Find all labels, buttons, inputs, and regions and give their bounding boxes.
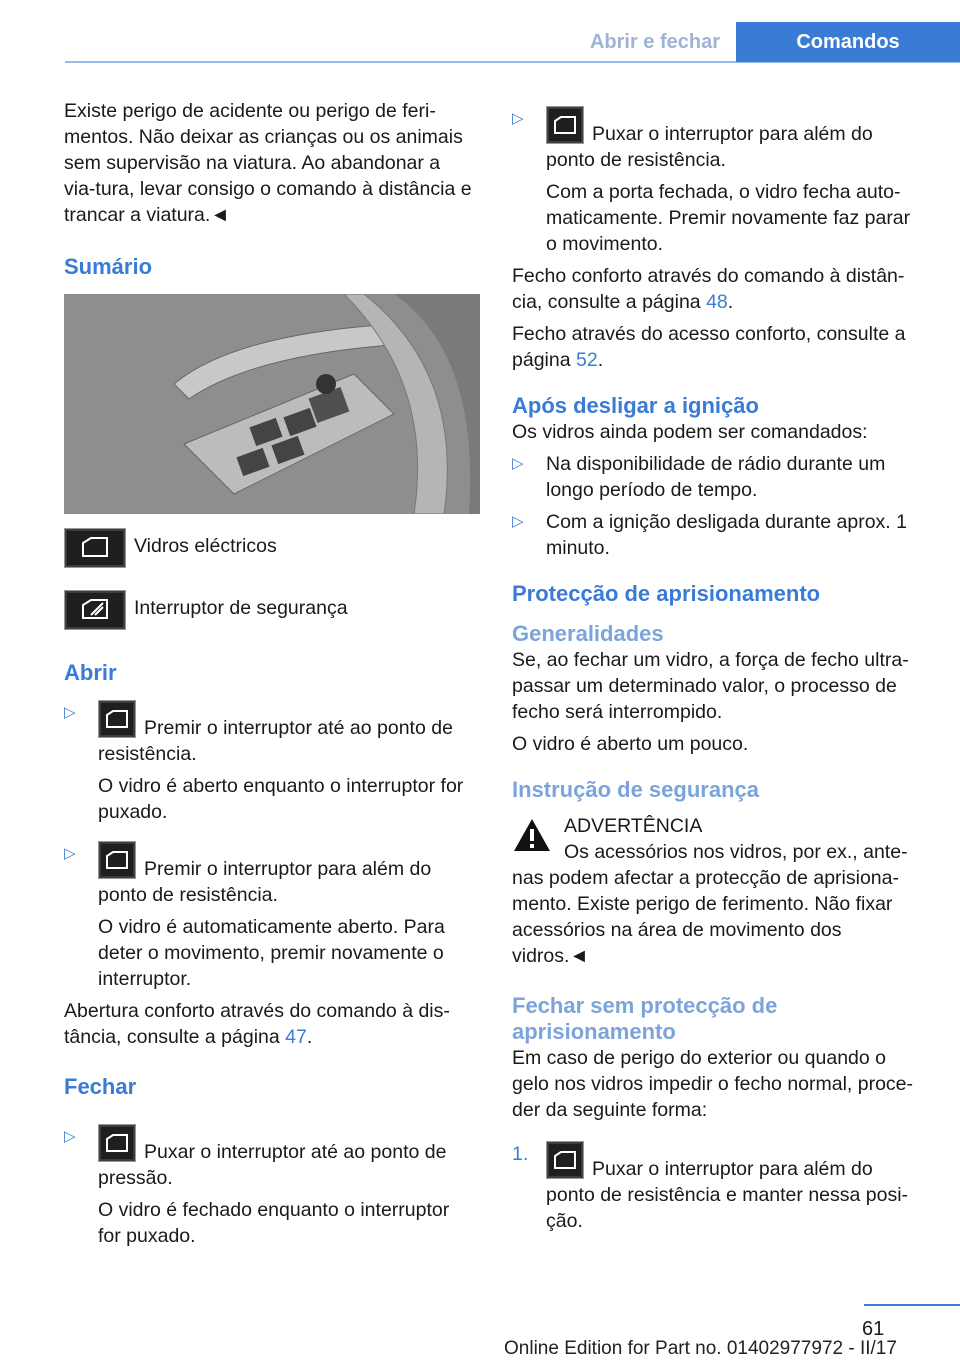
after-ignition-intro: Os vidros ainda podem ser comandados: [512, 421, 868, 443]
right-column [512, 106, 922, 1240]
no-pinch-step-1: 1. Puxar o interruptor para além do ponto de resistência e manter nessa posi-ção. [512, 1143, 909, 1232]
general-text-2: O vidro é aberto um pouco. [512, 733, 749, 755]
page-link-52[interactable]: 52 [575, 349, 598, 371]
close-step-1: ▷ Puxar o interruptor até ao ponto de pressão. O vidro é fechado enquanto o interruptor for puxado. [64, 1124, 476, 1249]
close-step-2: ▷ Puxar o interruptor para além do ponto de resistência. Com a porta fechada, o vidro fecha auto-maticamente. Premir novamente faz parar o movimento. [512, 106, 922, 257]
page-link-48[interactable]: 48 [706, 291, 728, 313]
after-ignition-heading: Após desligar a ignição [512, 393, 759, 418]
page-number-rule [864, 1304, 960, 1306]
legend-safety-switch: Interruptor de segurança [134, 597, 348, 619]
general-heading: Generalidades [512, 621, 664, 646]
legend-row-2 [64, 590, 476, 634]
bullet-triangle-icon: ▷ [512, 513, 524, 530]
warning-text: Os acessórios nos vidros, por ex., ante-nas podem afectar a protecção de aprisiona-mento. Existe perigo de ferimento. Não fixar acessórios na área de movimento dos vidros.◄ [512, 841, 908, 967]
comfort-open: Abertura conforto através do comando à dis-tância, consulte a página 47. [64, 1000, 450, 1048]
legend-row-1 [64, 528, 476, 572]
bullet-triangle-icon: ▷ [64, 1128, 76, 1145]
warning-tail: Existe perigo de acidente ou perigo de feri-mentos. Não deixar as crianças ou os animais sem supervisão na viatura. Ao abandonar a via-tura, levar consigo o comando à distância e trancar a viatura.◄ [64, 100, 472, 226]
bullet-triangle-icon: ▷ [512, 110, 524, 127]
safety-switch-icon [64, 590, 126, 630]
after-ignition-item-2: ▷ Com a ignição desligada durante aprox. 1 minuto. [512, 511, 907, 559]
safety-heading: Instrução de segurança [512, 777, 759, 802]
warning-title: ADVERTÊNCIA [564, 815, 703, 837]
window-switch-icon [64, 528, 126, 568]
header-section: Abrir e fechar [589, 30, 721, 53]
footer-edition: Online Edition for Part no. 01402977972 - II/17 [504, 1338, 897, 1359]
window-switch-icon [98, 1124, 136, 1162]
left-column [64, 98, 476, 1255]
warning-triangle-icon [512, 817, 552, 853]
after-ignition-item-1: ▷ Na disponibilidade de rádio durante um longo período de tempo. [512, 453, 886, 501]
door-panel-photo [64, 294, 480, 514]
page-link-47[interactable]: 47 [285, 1026, 307, 1048]
open-step-2: ▷ Premir o interruptor para além do ponto de resistência. O vidro é automaticamente aberto. Para deter o movimento, premir novamente o interruptor. [64, 841, 476, 992]
bullet-triangle-icon: ▷ [64, 845, 76, 862]
window-switch-icon [98, 700, 136, 738]
open-heading: Abrir [64, 660, 117, 685]
header-chapter: Comandos [736, 22, 960, 62]
bullet-triangle-icon: ▷ [64, 704, 76, 721]
legend-power-windows: Vidros eléctricos [134, 535, 277, 557]
no-pinch-text: Em caso de perigo do exterior ou quando o gelo nos vidros impedir o fecho normal, proce-der da seguinte forma: [512, 1047, 914, 1121]
no-pinch-heading: Fechar sem protecção de aprisionamento [512, 993, 778, 1044]
comfort-close: Fecho conforto através do comando à distân-cia, consulte a página 48. [512, 265, 905, 313]
general-text: Se, ao fechar um vidro, a força de fecho ultra-passar um determinado valor, o processo de fecho será interrompido. [512, 649, 909, 723]
window-switch-icon [98, 841, 136, 879]
window-switch-icon [546, 106, 584, 144]
bullet-triangle-icon: ▷ [512, 455, 524, 472]
overview-heading: Sumário [64, 254, 153, 279]
pinch-protection-heading: Protecção de aprisionamento [512, 581, 821, 606]
access-close: Fecho através do acesso conforto, consulte a página 52. [512, 323, 906, 371]
window-switch-icon [546, 1141, 584, 1179]
warning-box [512, 813, 922, 839]
open-step-1: ▷ Premir o interruptor até ao ponto de resistência. O vidro é aberto enquanto o interruptor for puxado. [64, 700, 476, 825]
close-heading: Fechar [64, 1074, 137, 1099]
page-number: 61 [862, 1318, 885, 1340]
